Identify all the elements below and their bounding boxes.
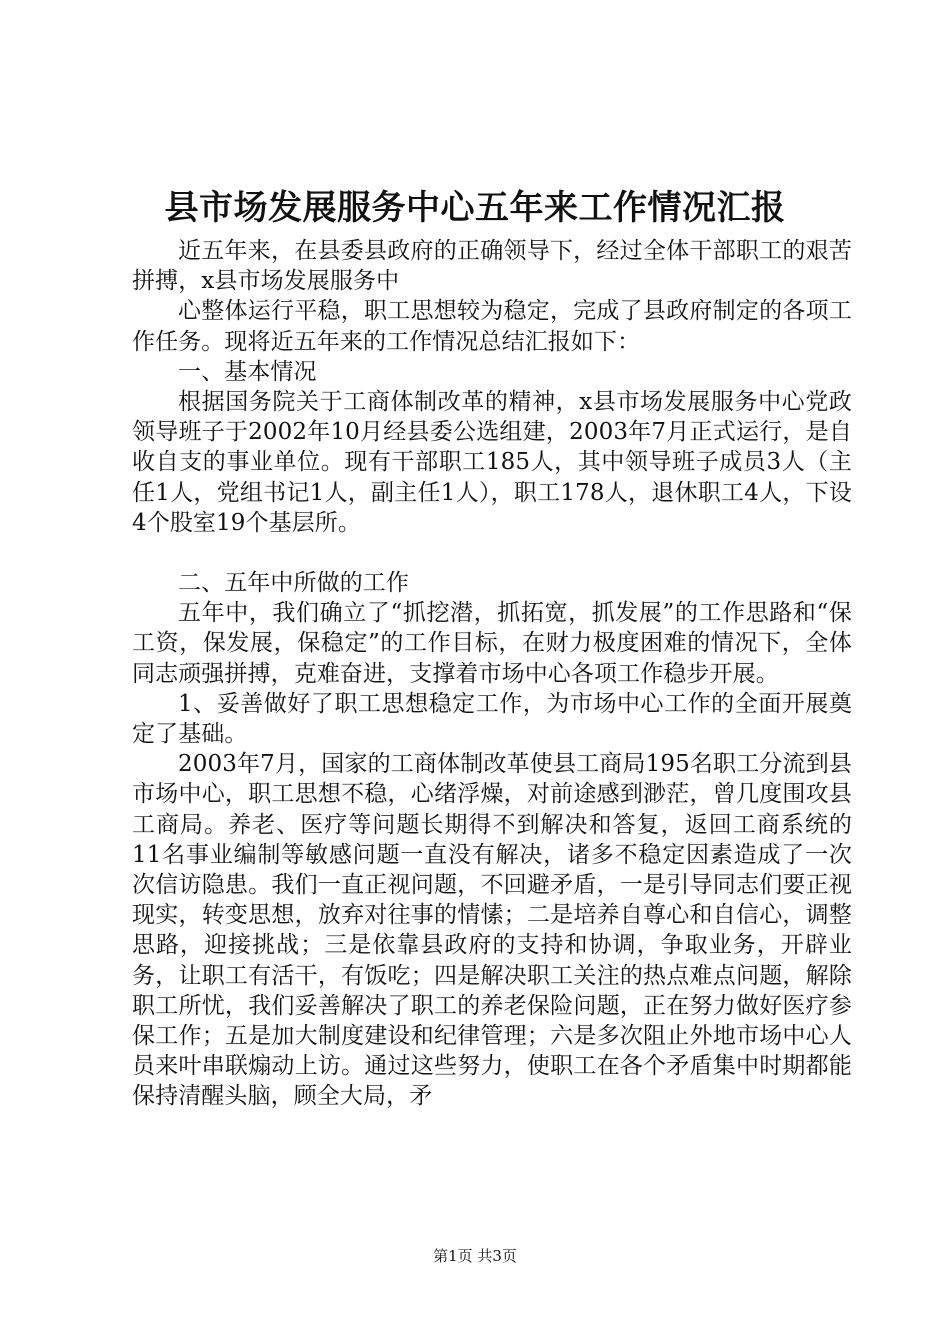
paragraph-staff-stability: 2003年7月，国家的工商体制改革使县工商局195名职工分流到县市场中心，职工思想不稳，心绪浮燥，对前途感到渺茫，曾几度围攻县工商局。养老、医疗等问题长期得不到解决和答复，返回工商系统的11名事业编制等敏感问题一直没有解决，诸多不稳定因素造成了一次次信访隐患。我们一直正视问题，不回避矛盾，一是引导同志们要正视现实，转变思想，放弃对往事的情愫；二是培养自尊心和自信心，调整思路，迎接挑战；三是依靠县政府的支持和协调，争取业务，开辟业务，让职工有活干，有饭吃；四是解决职工关注的热点难点问题，解除职工所忧，我们妥善解决了职工的养老保险问题，正在努力做好医疗参保工作；五是加大制度建设和纪律管理；六是多次阻止外地市场中心人员来叶串联煽动上访。通过这些努力，使职工在各个矛盾集中时期都能保持清醒头脑，顾全大局，矛: [132, 751, 852, 1110]
paragraph-intro-part1: 近五年来，在县委县政府的正确领导下，经过全体干部职工的艰苦拼搏，x县市场发展服务中: [132, 238, 852, 295]
subheading-staff-stability: 1、妥善做好了职工思想稳定工作，为市场中心工作的全面开展奠定了基础。: [132, 690, 852, 748]
paragraph-basic-situation: 根据国务院关于工商体制改革的精神，x县市场发展服务中心党政领导班子于2002年10月经县委公选组建，2003年7月正式运行，是自收自支的事业单位。现有干部职工185人，其中领导班子成员3人（主任1人，党组书记1人，副主任1人），职工178人，退休职工4人，下设4个股室19个基层所。: [132, 389, 852, 536]
document-body: [132, 236, 852, 1112]
paragraph-work-overview: 五年中，我们确立了“抓挖潜，抓拓宽，抓发展”的工作思路和“保工资，保发展，保稳定”的工作目标，在财力极度困难的情况下，全体同志顽强拼搏，克难奋进，支撑着市场中心各项工作稳步开展。: [132, 600, 852, 687]
section-heading-work-done: 二、五年中所做的工作: [178, 570, 409, 597]
document-title: 县市场发展服务中心五年来工作情况汇报: [164, 188, 786, 228]
section-heading-basic-situation: 一、基本情况: [178, 358, 317, 385]
paragraph-intro-part2: 心整体运行平稳，职工思想较为稳定，完成了县政府制定的各项工作任务。现将近五年来的工作情况总结汇报如下：: [132, 298, 852, 355]
page-footer: 第1页 共3页: [433, 1247, 517, 1265]
